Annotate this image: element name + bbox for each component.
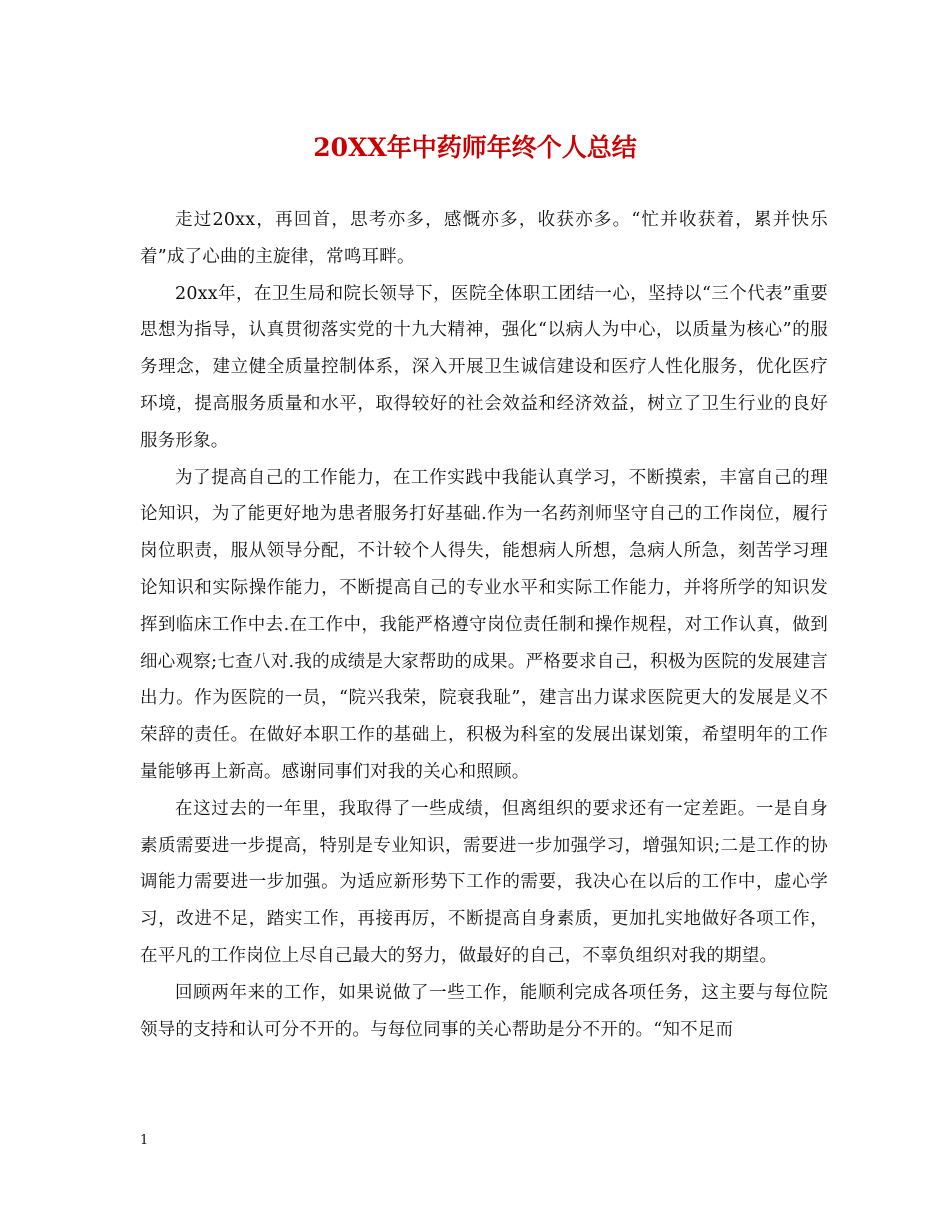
paragraph-5: 回顾两年来的工作，如果说做了一些工作，能顺利完成各项任务，这主要与每位院领导的支持和认可分不开的。与每位同事的关心帮助是分不开的。“知不足而 bbox=[140, 982, 828, 1040]
document-title: 20XX年中药师年终个人总结 bbox=[313, 133, 637, 162]
document-body bbox=[140, 202, 828, 1048]
page-number: 1 bbox=[140, 1133, 149, 1148]
paragraph-2: 20xx年，在卫生局和院长领导下，医院全体职工团结一心，坚持以“三个代表”重要思想为指导，认真贯彻落实党的十九大精神，强化“以病人为中心，以质量为核心”的服务理念，建立健全质量控制体系，深入开展卫生诚信建设和医疗人性化服务，优化医疗环境，提高服务质量和水平，取得较好的社会效益和经济效益，树立了卫生行业的良好服务形象。 bbox=[140, 283, 828, 451]
paragraph-3: 为了提高自己的工作能力，在工作实践中我能认真学习，不断摸索，丰富自己的理论知识，为了能更好地为患者服务打好基础.作为一名药剂师坚守自己的工作岗位，履行岗位职责，服从领导分配，不计较个人得失，能想病人所想，急病人所急，刻苦学习理论知识和实际操作能力，不断提高自己的专业水平和实际工作能力，并将所学的知识发挥到临床工作中去.在工作中，我能严格遵守岗位责任制和操作规程，对工作认真，做到细心观察;七查八对.我的成绩是大家帮助的成果。严格要求自己，积极为医院的发展建言出力。作为医院的一员，“院兴我荣，院衰我耻”，建言出力谋求医院更大的发展是义不荣辞的责任。在做好本职工作的基础上，积极为科室的发展出谋划策，希望明年的工作量能够再上新高。感谢同事们对我的关心和照顾。 bbox=[140, 467, 828, 782]
paragraph-1: 走过20xx，再回首，思考亦多，感慨亦多，收获亦多。“忙并收获着，累并快乐着”成了心曲的主旋律，常鸣耳畔。 bbox=[140, 210, 828, 267]
paragraph-4: 在这过去的一年里，我取得了一些成绩，但离组织的要求还有一定差距。一是自身素质需要进一步提高，特别是专业知识，需要进一步加强学习，增强知识;二是工作的协调能力需要进一步加强。为适应新形势下工作的需要，我决心在以后的工作中，虚心学习，改进不足，踏实工作，再接再厉，不断提高自身素质，更加扎实地做好各项工作，在平凡的工作岗位上尽自己最大的努力，做最好的自己，不辜负组织对我的期望。 bbox=[140, 798, 828, 966]
